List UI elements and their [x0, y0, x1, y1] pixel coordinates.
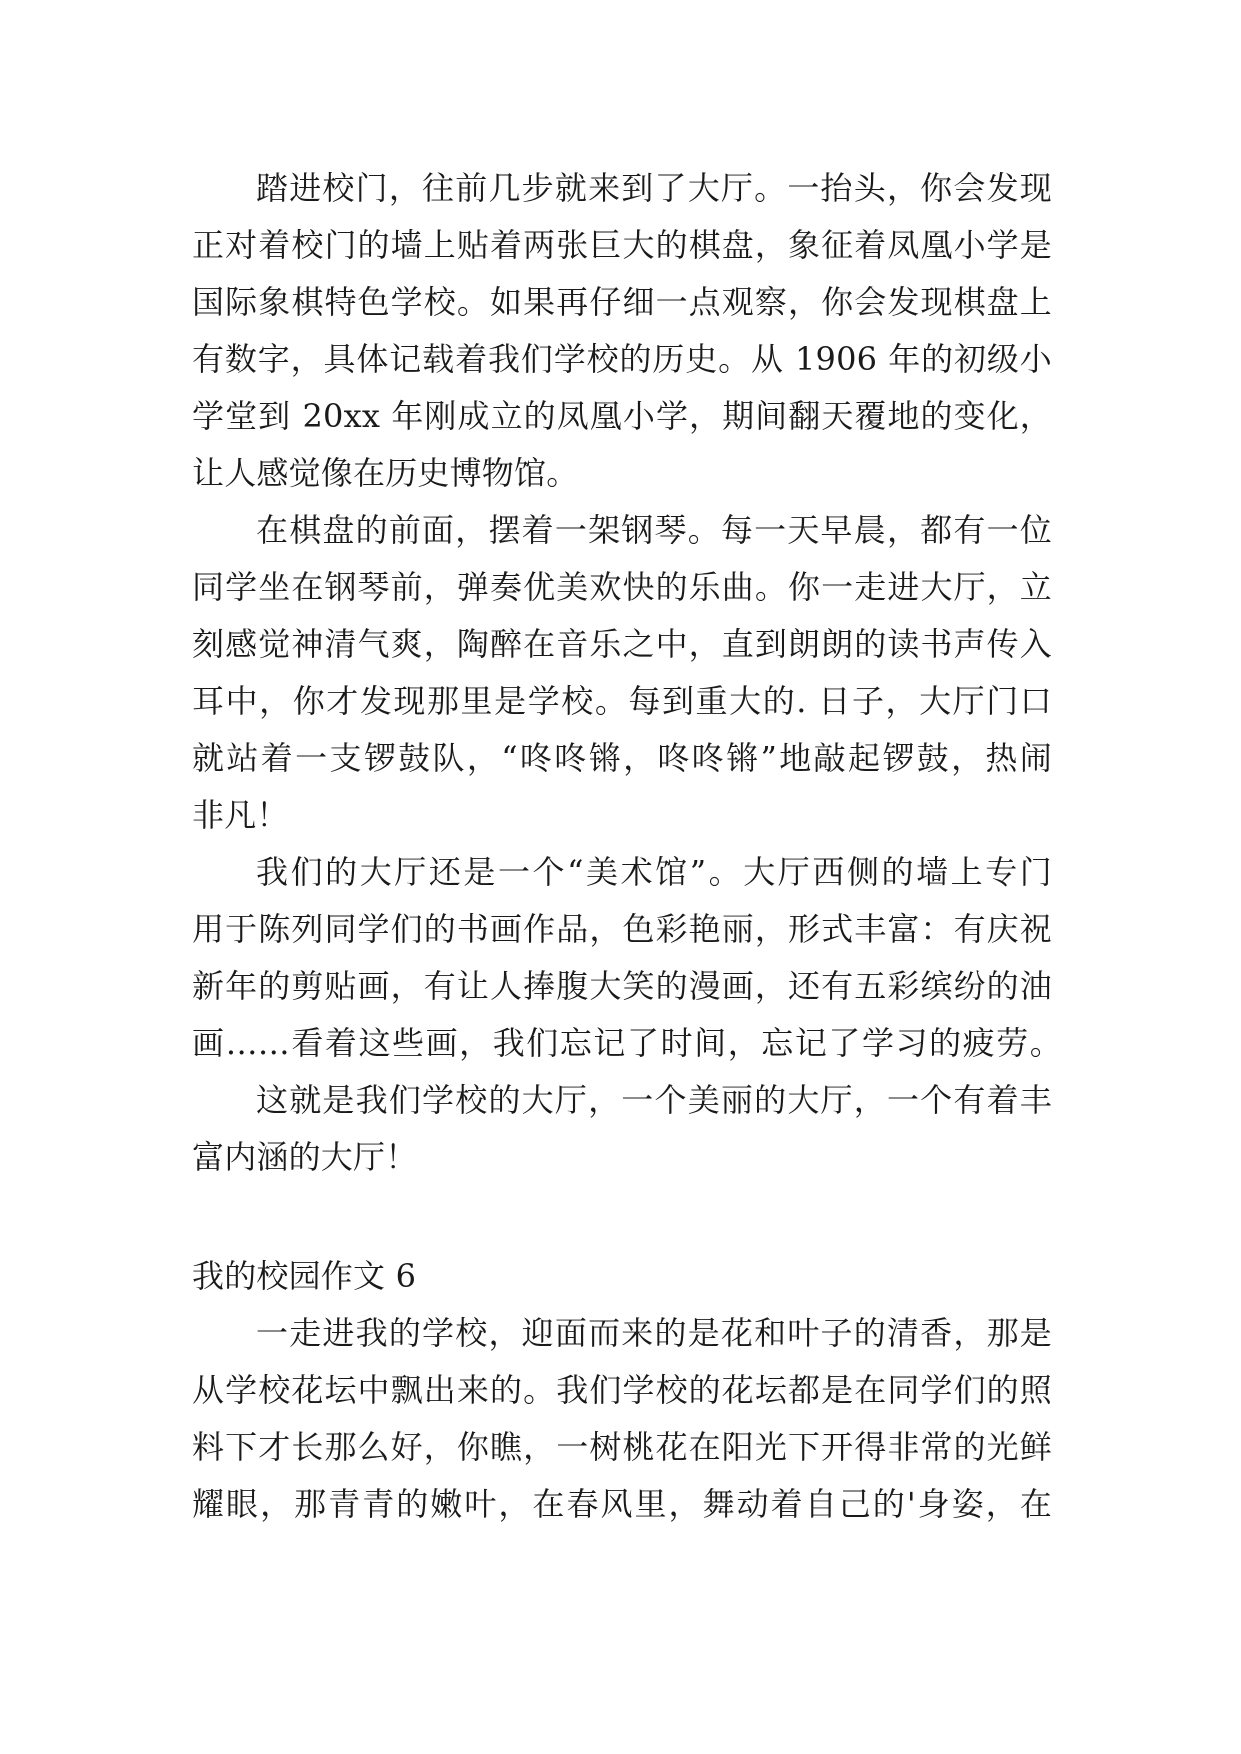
- paragraph-1-line-4: 有数字，具体记载着我们学校的历史。从 1906 年的初级小: [192, 340, 1052, 378]
- paragraph-2-line-5: 就站着一支锣鼓队，“咚咚锵，咚咚锵”地敲起锣鼓，热闹: [192, 739, 1052, 777]
- paragraph-3-line-4: 画……看着这些画，我们忘记了时间，忘记了学习的疲劳。: [192, 1024, 1062, 1062]
- section-paragraph-1-line-2: 从学校花坛中飘出来的。我们学校的花坛都是在同学们的照: [192, 1371, 1052, 1409]
- section-paragraph-1-line-3: 料下才长那么好，你瞧，一树桃花在阳光下开得非常的光鲜: [192, 1428, 1052, 1466]
- paragraph-3-line-1: 我们的大厅还是一个“美术馆”。大厅西侧的墙上专门: [256, 853, 1052, 891]
- paragraph-1-line-1: 踏进校门，往前几步就来到了大厅。一抬头，你会发现: [256, 169, 1052, 207]
- paragraph-2-line-3: 刻感觉神清气爽，陶醉在音乐之中，直到朗朗的读书声传入: [192, 625, 1052, 663]
- paragraph-2-line-1: 在棋盘的前面，摆着一架钢琴。每一天早晨，都有一位: [256, 511, 1052, 549]
- section-paragraph-1-line-4: 耀眼，那青青的嫩叶，在春风里，舞动着自己的'身姿，在: [192, 1485, 1052, 1523]
- paragraph-1-line-3: 国际象棋特色学校。如果再仔细一点观察，你会发现棋盘上: [192, 283, 1052, 321]
- paragraph-1-line-6: 让人感觉像在历史博物馆。: [192, 454, 579, 492]
- paragraph-2-line-2: 同学坐在钢琴前，弹奏优美欢快的乐曲。你一走进大厅，立: [192, 568, 1052, 606]
- paragraph-1-line-2: 正对着校门的墙上贴着两张巨大的棋盘，象征着凤凰小学是: [192, 226, 1052, 264]
- section-title: 我的校园作文 6: [192, 1257, 417, 1295]
- paragraph-3-line-3: 新年的剪贴画，有让人捧腹大笑的漫画，还有五彩缤纷的油: [192, 967, 1052, 1005]
- paragraph-2-line-4: 耳中，你才发现那里是学校。每到重大的. 日子，大厅门口: [192, 682, 1052, 720]
- paragraph-2-line-6: 非凡！: [192, 796, 289, 834]
- paragraph-3-line-2: 用于陈列同学们的书画作品，色彩艳丽，形式丰富：有庆祝: [192, 910, 1052, 948]
- paragraph-4-line-2: 富内涵的大厅！: [192, 1138, 418, 1176]
- paragraph-1-line-5: 学堂到 20xx 年刚成立的凤凰小学，期间翻天覆地的变化，: [192, 397, 1052, 435]
- paragraph-4-line-1: 这就是我们学校的大厅，一个美丽的大厅，一个有着丰: [256, 1081, 1052, 1119]
- section-paragraph-1-line-1: 一走进我的学校，迎面而来的是花和叶子的清香，那是: [256, 1314, 1052, 1352]
